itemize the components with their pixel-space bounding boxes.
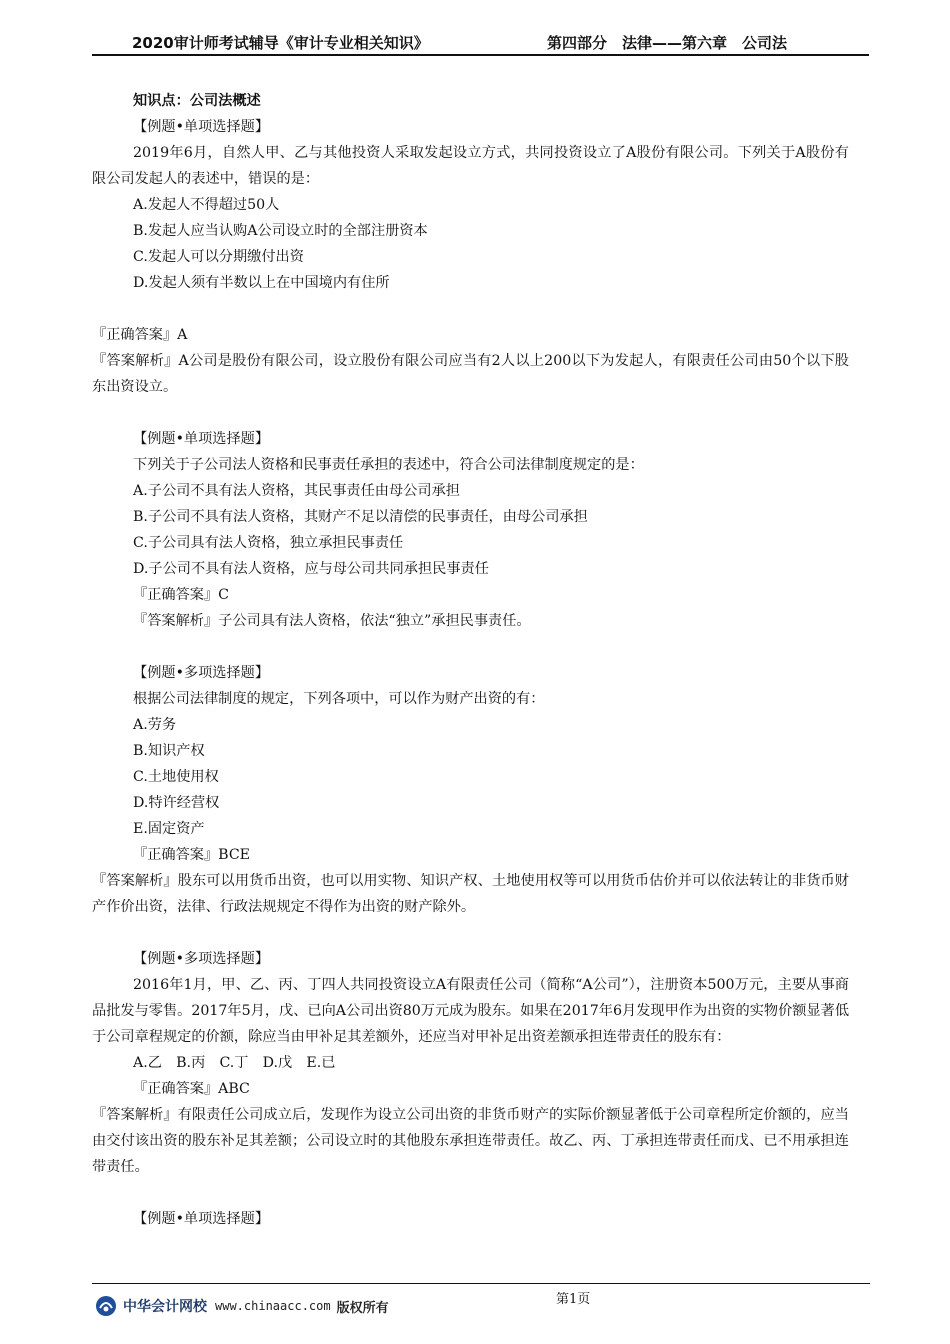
option-c: C.子公司具有法人资格，独立承担民事责任 bbox=[133, 535, 404, 551]
section-title: 知识点：公司法概述 bbox=[133, 93, 261, 109]
correct-answer: 『正确答案』A bbox=[92, 327, 188, 343]
header-book-title: 2020审计师考试辅导《审计专业相关知识》 bbox=[132, 34, 429, 52]
option-e: E.固定资产 bbox=[133, 821, 205, 837]
question-tag: 【例题•多项选择题】 bbox=[133, 665, 270, 681]
question-stem: 2016年1月，甲、乙、丙、丁四人共同投资设立A有限责任公司（简称“A公司”），注册资本500万元，主要从事商品批发与零售。2017年5月，戊、已向A公司出资80万元成为股东。如果在2017年6月发现甲作为出资的实物价额显著低于公司章程规定的价额，除应当由甲补足其差额外，还应当对甲补足出资差额承担连带责任的股东有： bbox=[92, 977, 850, 1045]
option-a: A.劳务 bbox=[133, 717, 177, 733]
answer-analysis: 『答案解析』A公司是股份有限公司，设立股份有限公司应当有2人以上200以下为发起人，有限责任公司由50个以下股东出资设立。 bbox=[92, 353, 849, 395]
footer-divider bbox=[92, 1283, 870, 1284]
option-d: D.发起人须有半数以上在中国境内有住所 bbox=[133, 275, 390, 291]
footer-rights: 版权所有 bbox=[336, 1300, 389, 1316]
document-body bbox=[92, 88, 850, 1232]
chinaacc-logo-icon bbox=[95, 1295, 117, 1317]
option-c: C.土地使用权 bbox=[133, 769, 219, 785]
option-b: B.知识产权 bbox=[133, 743, 205, 759]
question-stem: 根据公司法律制度的规定，下列各项中，可以作为财产出资的有： bbox=[133, 691, 545, 707]
option-a: A.子公司不具有法人资格，其民事责任由母公司承担 bbox=[133, 483, 460, 499]
answer-analysis: 『答案解析』子公司具有法人资格，依法“独立”承担民事责任。 bbox=[133, 613, 531, 629]
option-b: B.子公司不具有法人资格，其财产不足以清偿的民事责任，由母公司承担 bbox=[133, 509, 588, 525]
option-b: B.发起人应当认购A公司设立时的全部注册资本 bbox=[133, 223, 428, 239]
correct-answer: 『正确答案』C bbox=[133, 587, 229, 603]
options-inline: A.乙 B.丙 C.丁 D.戊 E.已 bbox=[133, 1055, 336, 1071]
question-tag: 【例题•单项选择题】 bbox=[133, 119, 270, 135]
header-chapter: 第四部分 法律——第六章 公司法 bbox=[547, 34, 788, 52]
correct-answer: 『正确答案』BCE bbox=[133, 847, 251, 863]
question-stem: 2019年6月，自然人甲、乙与其他投资人采取发起设立方式，共同投资设立了A股份有限公司。下列关于A股份有限公司发起人的表述中，错误的是： bbox=[92, 145, 849, 187]
question-stem: 下列关于子公司法人资格和民事责任承担的表述中，符合公司法律制度规定的是： bbox=[133, 457, 644, 473]
question-tag: 【例题•单项选择题】 bbox=[133, 431, 270, 447]
question-tag: 【例题•单项选择题】 bbox=[133, 1211, 270, 1227]
option-d: D.特许经营权 bbox=[133, 795, 220, 811]
option-a: A.发起人不得超过50人 bbox=[133, 197, 280, 213]
footer-url[interactable]: www.chinaacc.com bbox=[215, 1299, 331, 1313]
footer-brand: 中华会计网校 bbox=[123, 1299, 207, 1315]
option-d: D.子公司不具有法人资格，应与母公司共同承担民事责任 bbox=[133, 561, 489, 577]
option-c: C.发起人可以分期缴付出资 bbox=[133, 249, 304, 265]
footer-logo bbox=[95, 1295, 389, 1317]
correct-answer: 『正确答案』ABC bbox=[133, 1081, 250, 1097]
question-tag: 【例题•多项选择题】 bbox=[133, 951, 270, 967]
page-number: 第1页 bbox=[556, 1292, 591, 1307]
answer-analysis: 『答案解析』有限责任公司成立后，发现作为设立公司出资的非货币财产的实际价额显著低于公司章程所定价额的，应当由交付该出资的股东补足其差额；公司设立时的其他股东承担连带责任。故乙、丙、丁承担连带责任而戊、已不用承担连带责任。 bbox=[92, 1107, 849, 1175]
answer-analysis: 『答案解析』股东可以用货币出资，也可以用实物、知识产权、土地使用权等可以用货币估价并可以依法转让的非货币财产作价出资，法律、行政法规规定不得作为出资的财产除外。 bbox=[92, 873, 849, 915]
page-header bbox=[92, 30, 869, 56]
